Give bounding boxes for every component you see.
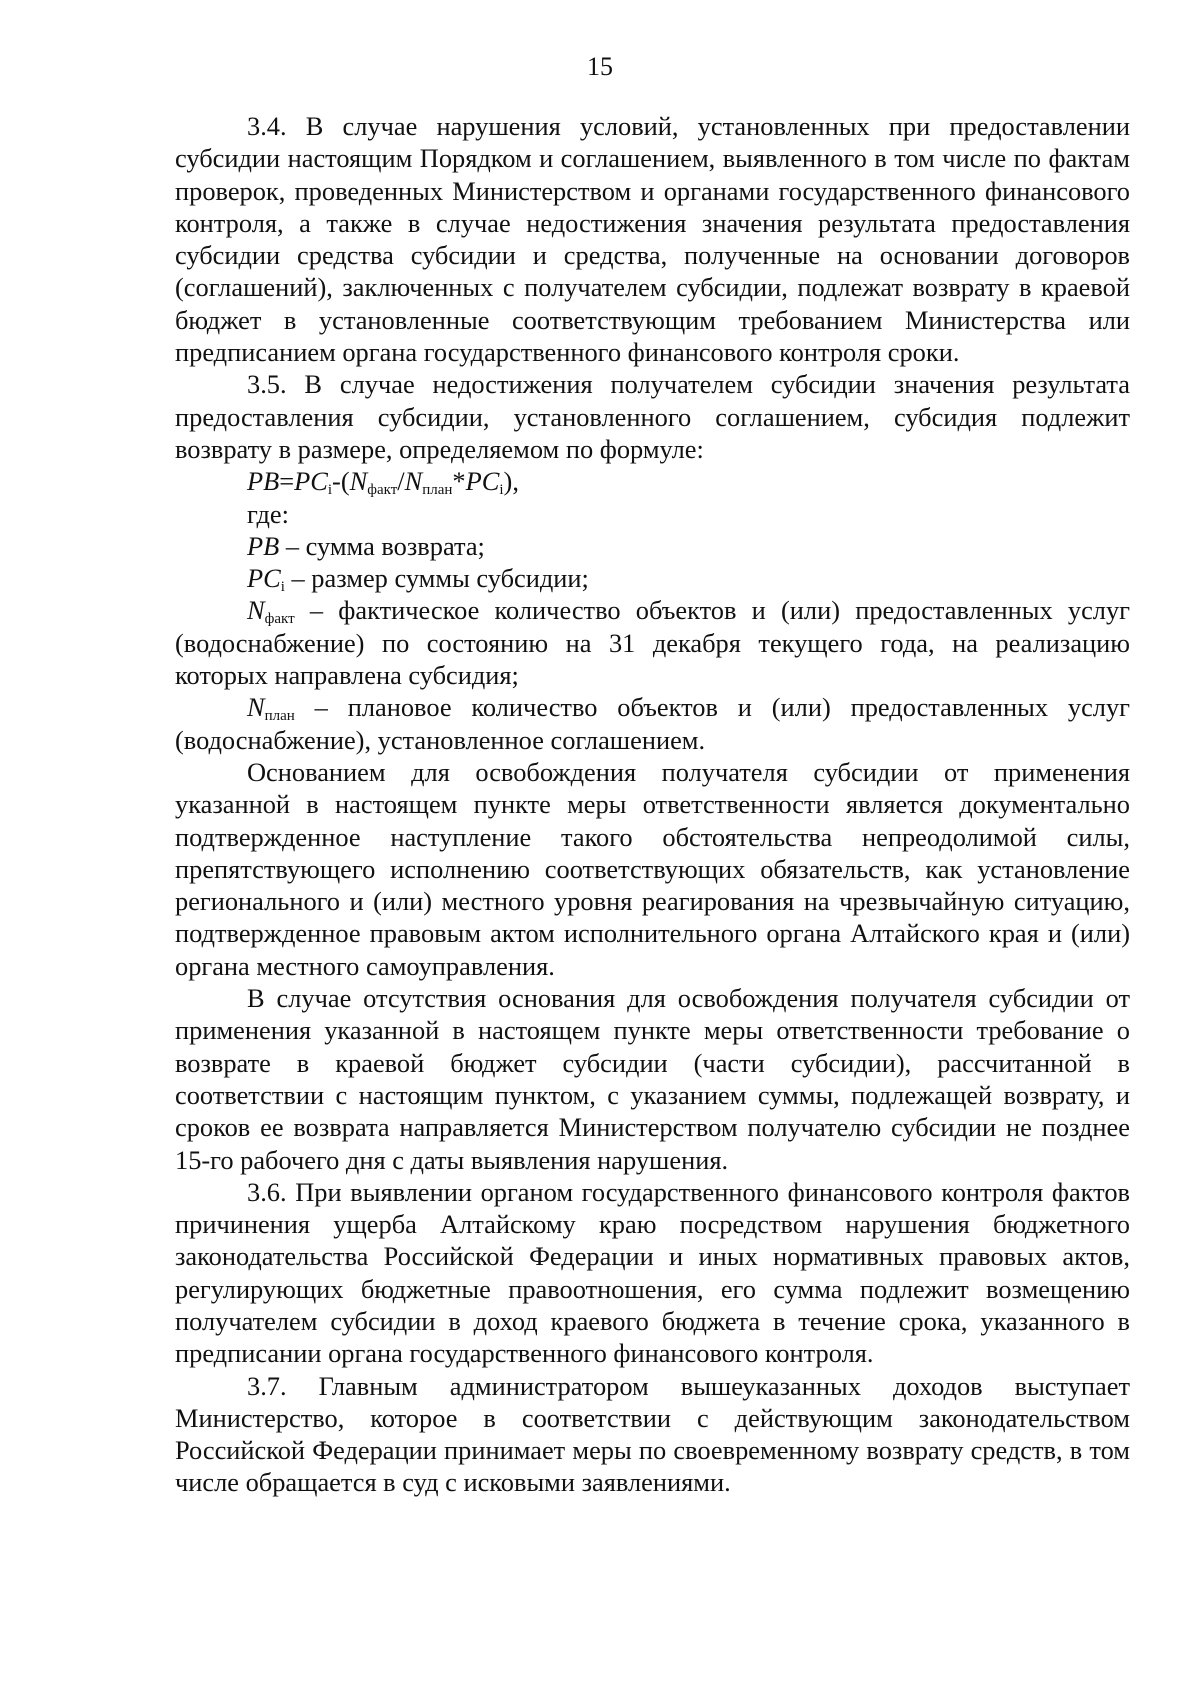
page-number: 15 [587,52,613,81]
formula-star: * [452,466,466,497]
definition-n-fakt-var: N [247,595,265,626]
paragraph-3-6: 3.6. При выявлении органом государственного финансового контроля фактов причинения ущерба Алтайскому краю посредством нарушения бюджетного законодательства Российской Федерации и иных нормативных правовых актов, регулирующих бюджетные правоотношения, его сумма подлежит возмещению получателем субсидии в доход краевого бюджета в течение срока, указанного в предписании органа государственного финансового контроля. [175,1176,1130,1369]
formula-n-fakt: N [349,466,368,497]
definition-n-plan-text: – плановое количество объектов и (или) предоставленных услуг (водоснабжение), установленное соглашением. [175,692,1130,755]
paragraph-exemption-basis: Основанием для освобождения получателя субсидии от применения указанной в настоящем пункте меры ответственности является документально подтвержденное наступление такого обстоятельства непреодолимой силы, препятствующего исполнению соответствующих обязательств, как установление регионального и (или) местного уровня реагирования на чрезвычайную ситуацию, подтвержденное правовым актом исполнительного органа Алтайского края и (или) органа местного самоуправления. [175,756,1130,981]
paragraph-3-4: 3.4. В случае нарушения условий, установленных при предоставлении субсидии настоящим Порядком и соглашением, выявленного в том числе по фактам проверок, проведенных Министерством и органами государственного финансового контроля, а также в случае недостижения значения результата предоставления субсидии средства субсидии и средства, полученные на основании договоров (соглашений), заключенных с получателем субсидии, подлежат возврату в краевой бюджет в установленные соответствующим требованием Министерства или предписанием органа государственного финансового контроля сроки. [175,111,1130,368]
formula-sub-plan: план [422,482,453,499]
where-label: где: [247,498,289,529]
definition-n-plan-var: N [247,692,265,723]
formula-eq: = [279,466,295,497]
paragraph-3-7: 3.7. Главным администратором вышеуказанных доходов выступает Министерство, которое в соответствии с действующим законодательством Российской Федерации принимает меры по своевременному возврату средств, в том числе обращается в суд с исковыми заявлениями. [175,1370,1130,1498]
formula-pc: PC [294,466,328,497]
definition-pb [247,530,1130,562]
definition-pb-text: – сумма возврата; [279,530,485,561]
definition-n-fakt-text: – фактическое количество объектов и (или) предоставленных услуг (водоснабжение) по состоянию на 31 декабря текущего года, на реализацию которых направлена субсидия; [175,595,1130,691]
definition-pc [247,562,1130,594]
paragraph-no-exemption: В случае отсутствия основания для освобождения получателя субсидии от применения указанной в настоящем пункте меры ответственности требование о возврате в краевой бюджет субсидии (части субсидии), рассчитанной в соответствии с настоящим пунктом, с указанием суммы, подлежащей возврату, и сроков ее возврата направляется Министерством получателю субсидии не позднее 15-го рабочего дня с даты выявления нарушения. [175,983,1130,1175]
formula-close: ), [503,466,519,497]
definition-pc-text: – размер суммы субсидии; [284,563,589,594]
formula-pb: PB [247,466,280,497]
definition-pc-var: PC [247,563,281,594]
formula-sub-fakt: факт [367,482,398,499]
definition-pc-sub: i [280,579,285,596]
definition-n-fakt-sub: факт [264,611,295,628]
formula-minus-open: -( [332,466,350,497]
formula-sub-i: i [327,482,333,499]
formula-sub-i-2: i [499,482,504,499]
formula-pc-2: PC [465,466,500,497]
definition-n-plan-sub: план [264,708,295,725]
formula-slash: / [397,466,405,497]
definition-n-plan [175,691,1130,756]
formula [247,465,1130,497]
paragraph-3-5: 3.5. В случае недостижения получателем субсидии значения результата предоставления субсидии, установленного соглашением, субсидия подлежит возврату в размере, определяемом по формуле: [175,369,1130,464]
formula-n-plan: N [404,466,423,497]
document-body [175,110,1130,1499]
definition-n-fakt [175,594,1130,691]
definition-pb-var: PB [247,530,280,561]
